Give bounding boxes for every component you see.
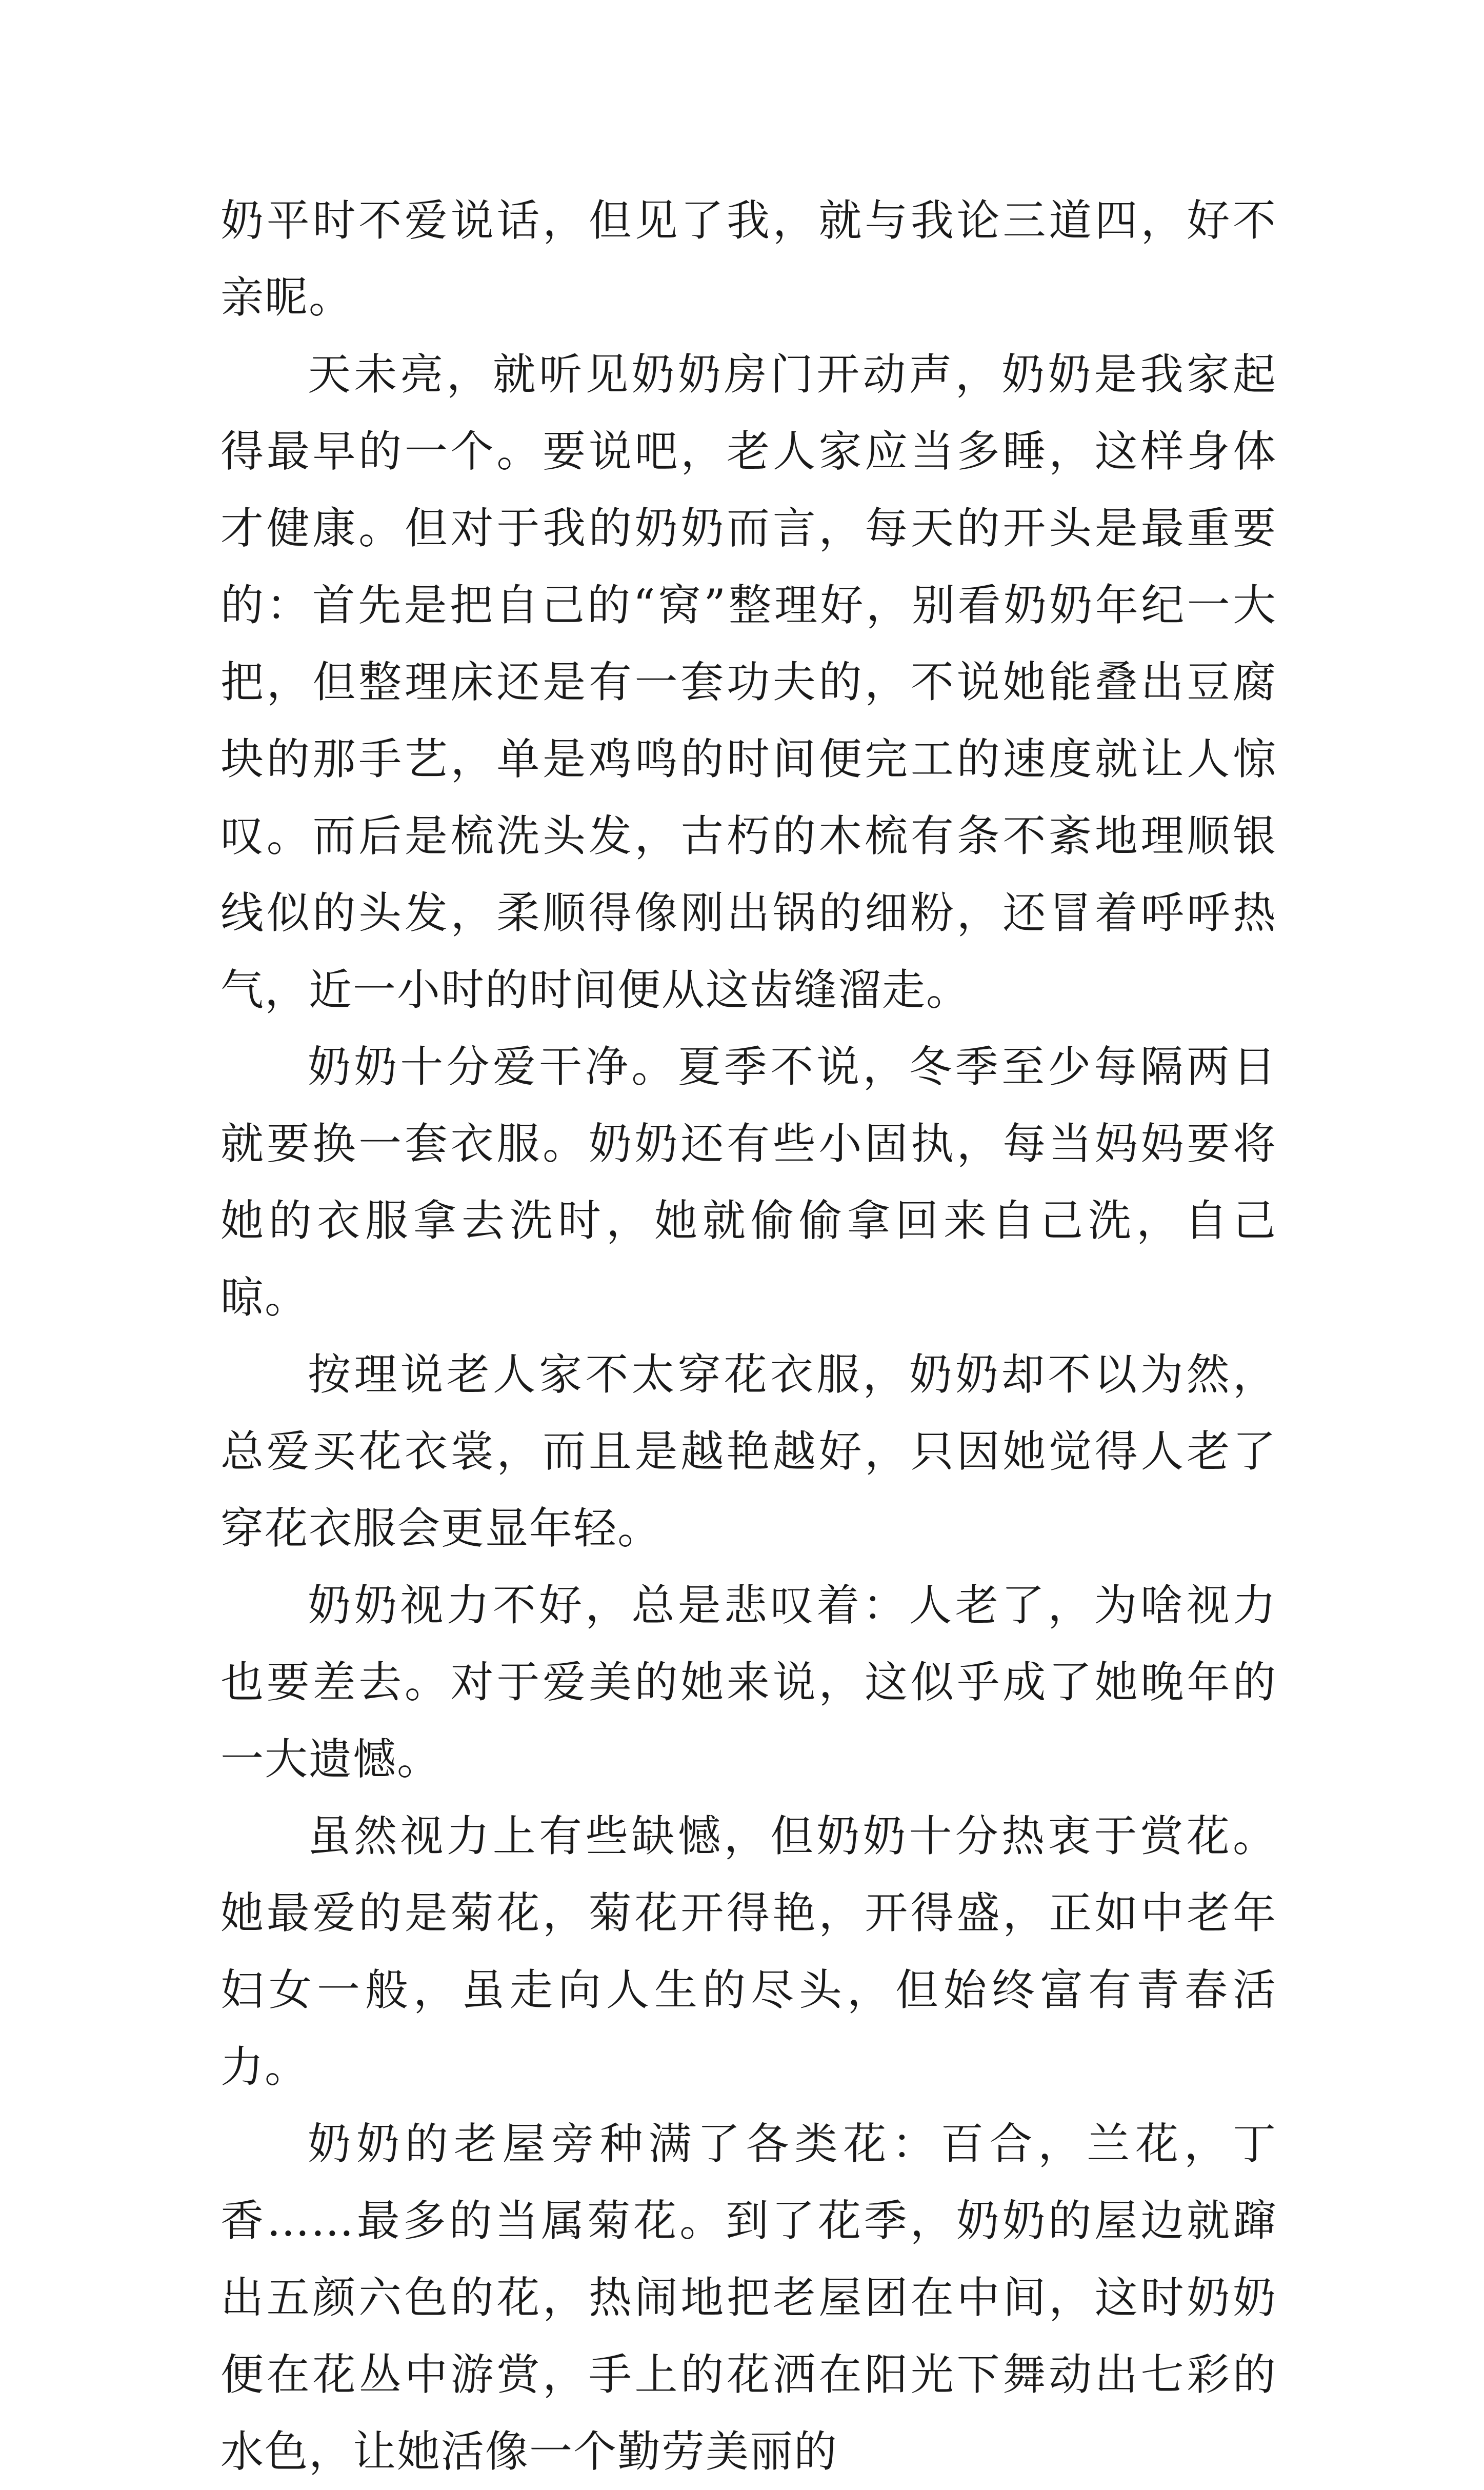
paragraph: 天未亮，就听见奶奶房门开动声，奶奶是我家起得最早的一个。要说吧，老人家应当多睡，这样身体才健康。但对于我的奶奶而言，每天的开头是最重要的：首先是把自己的“窝”整理好，别看奶奶年纪一大把，但整理床还是有一套功夫的，不说她能叠出豆腐块的那手艺，单是鸡鸣的时间便完工的速度就让人惊叹。而后是梳洗头发，古朽的木梳有条不紊地理顺银线似的头发，柔顺得像刚出锅的细粉，还冒着呼呼热气，近一小时的时间便从这齿缝溜走。 [220,349,1277,1015]
paragraph: 虽然视力上有些缺憾，但奶奶十分热衷于赏花。她最爱的是菊花，菊花开得艳，开得盛，正如中老年妇女一般，虽走向人生的尽头，但始终富有青春活力。 [220,1811,1277,2092]
paragraph: 奶平时不爱说话，但见了我，就与我论三道四，好不亲昵。 [220,195,1277,323]
paragraph: 按理说老人家不太穿花衣服，奶奶却不以为然，总爱买花衣裳，而且是越艳越好，只因她觉得人老了穿花衣服会更显年轻。 [220,1349,1277,1553]
paragraph: 奶奶的老屋旁种满了各类花：百合，兰花，丁香……最多的当属菊花。到了花季，奶奶的屋边就蹿出五颜六色的花，热闹地把老屋团在中间，这时奶奶便在花丛中游赏，手上的花洒在阳光下舞动出七彩的水色，让她活像一个勤劳美丽的 [220,2119,1277,2477]
document-body [220,182,1277,2490]
paragraph: 奶奶十分爱干净。夏季不说，冬季至少每隔两日就要换一套衣服。奶奶还有些小固执，每当妈妈要将她的衣服拿去洗时，她就偷偷拿回来自己洗，自己晾。 [220,1042,1277,1323]
paragraph: 奶奶视力不好，总是悲叹着：人老了，为啥视力也要差去。对于爱美的她来说，这似乎成了她晚年的一大遗憾。 [220,1580,1277,1784]
